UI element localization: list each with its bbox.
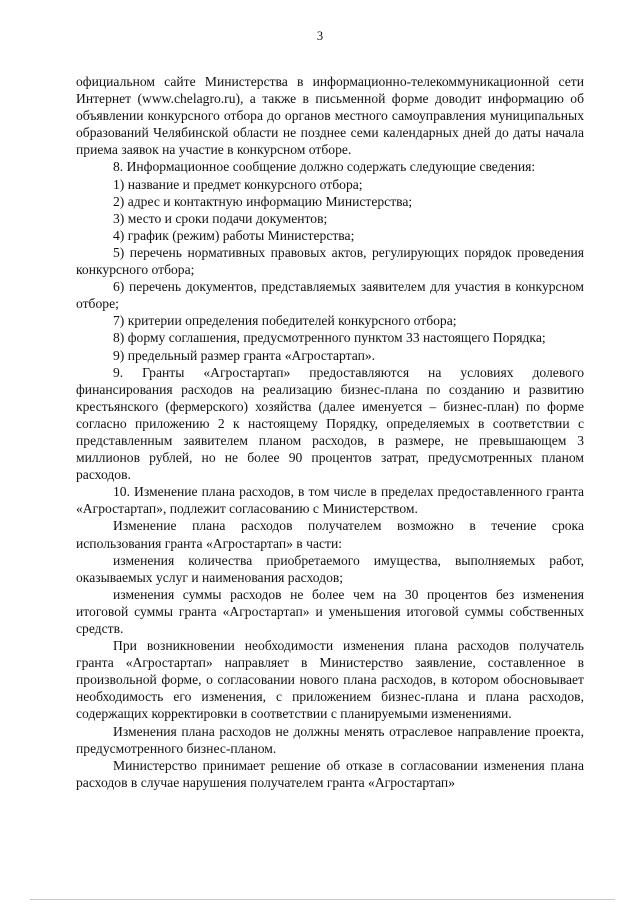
paragraph-refusal: Министерство принимает решение об отказе в согласовании изменения плана расходов в случае нарушения получателем гранта «Агростартап» — [76, 757, 584, 790]
list-item-2: 2) адрес и контактную информацию Министерства; — [113, 193, 413, 209]
list-item-5: 5) перечень нормативных правовых актов, регулирующих порядок проведения конкурсного отбора; — [76, 244, 584, 278]
list-item-6: 6) перечень документов, представляемых заявителем для участия в конкурсном отборе; — [76, 279, 584, 312]
page-bottom-edge — [30, 899, 615, 900]
list-item-1: 1) название и предмет конкурсного отбора; — [113, 176, 363, 192]
document-body — [76, 73, 584, 791]
page-number: 3 — [316, 29, 324, 43]
paragraph-application: При возникновении необходимости изменения плана расходов получатель гранта «Агростартап» направляет в Министерство заявление, составленное в произвольной форме, о согласовании нового плана расходов, в котором обосновывает необходимость его изменения, с приложением бизнес-плана и плана расходов, содержащих корректировки в соответствии с планируемыми изменениями. — [76, 638, 584, 722]
paragraph-item-10: 10. Изменение плана расходов, в том числе в пределах предоставленного гранта «Агростартап», подлежит согласованию с Министерством. — [76, 484, 584, 517]
paragraph-intro: официальном сайте Министерства в информационно-телекоммуникационной сети Интернет (www.chelagro.ru), а также в письменной форме доводит информацию об объявлении конкурсного отбора до органов местного самоуправления муниципальных образований Челябинской области не позднее семи календарных дней до даты начала приема заявок на участие в конкурсном отборе. — [76, 74, 584, 158]
paragraph-direction: Изменения плана расходов не должны менять отраслевое направление проекта, предусмотренного бизнес-планом. — [76, 723, 584, 756]
list-item-7: 7) критерии определения победителей конкурсного отбора; — [113, 313, 457, 329]
list-item-3: 3) место и сроки подачи документов; — [113, 210, 328, 226]
list-item-4: 4) график (режим) работы Министерства; — [113, 227, 355, 243]
paragraph-change-possible: Изменение плана расходов получателем возможно в течение срока использования гранта «Агростартап» в части: — [76, 518, 584, 551]
paragraph-item-8: 8. Информационное сообщение должно содержать следующие сведения: — [113, 159, 536, 175]
paragraph-change-amount: изменения суммы расходов не более чем на 30 процентов без изменения итоговой суммы гранта «Агростартап» и уменьшения итоговой суммы собственных средств. — [76, 586, 584, 636]
list-item-9: 9) предельный размер гранта «Агростартап». — [113, 347, 376, 363]
list-item-8: 8) форму соглашения, предусмотренного пунктом 33 настоящего Порядка; — [113, 330, 546, 346]
paragraph-change-quantity: изменения количества приобретаемого имущества, выполняемых работ, оказываемых услуг и наименования расходов; — [76, 552, 584, 585]
paragraph-item-9: 9. Гранты «Агростартап» предоставляются на условиях долевого финансирования расходов на реализацию бизнес-плана по созданию и развитию крестьянского (фермерского) хозяйства (далее именуется – бизнес-план) по форме согласно приложению 2 к настоящему Порядку, определяемых в соответствии с представленным заявителем планом расходов, в размере, не превышающем 3 миллионов рублей, но не более 90 процентов затрат, предусмотренных планом расходов. — [76, 364, 584, 483]
